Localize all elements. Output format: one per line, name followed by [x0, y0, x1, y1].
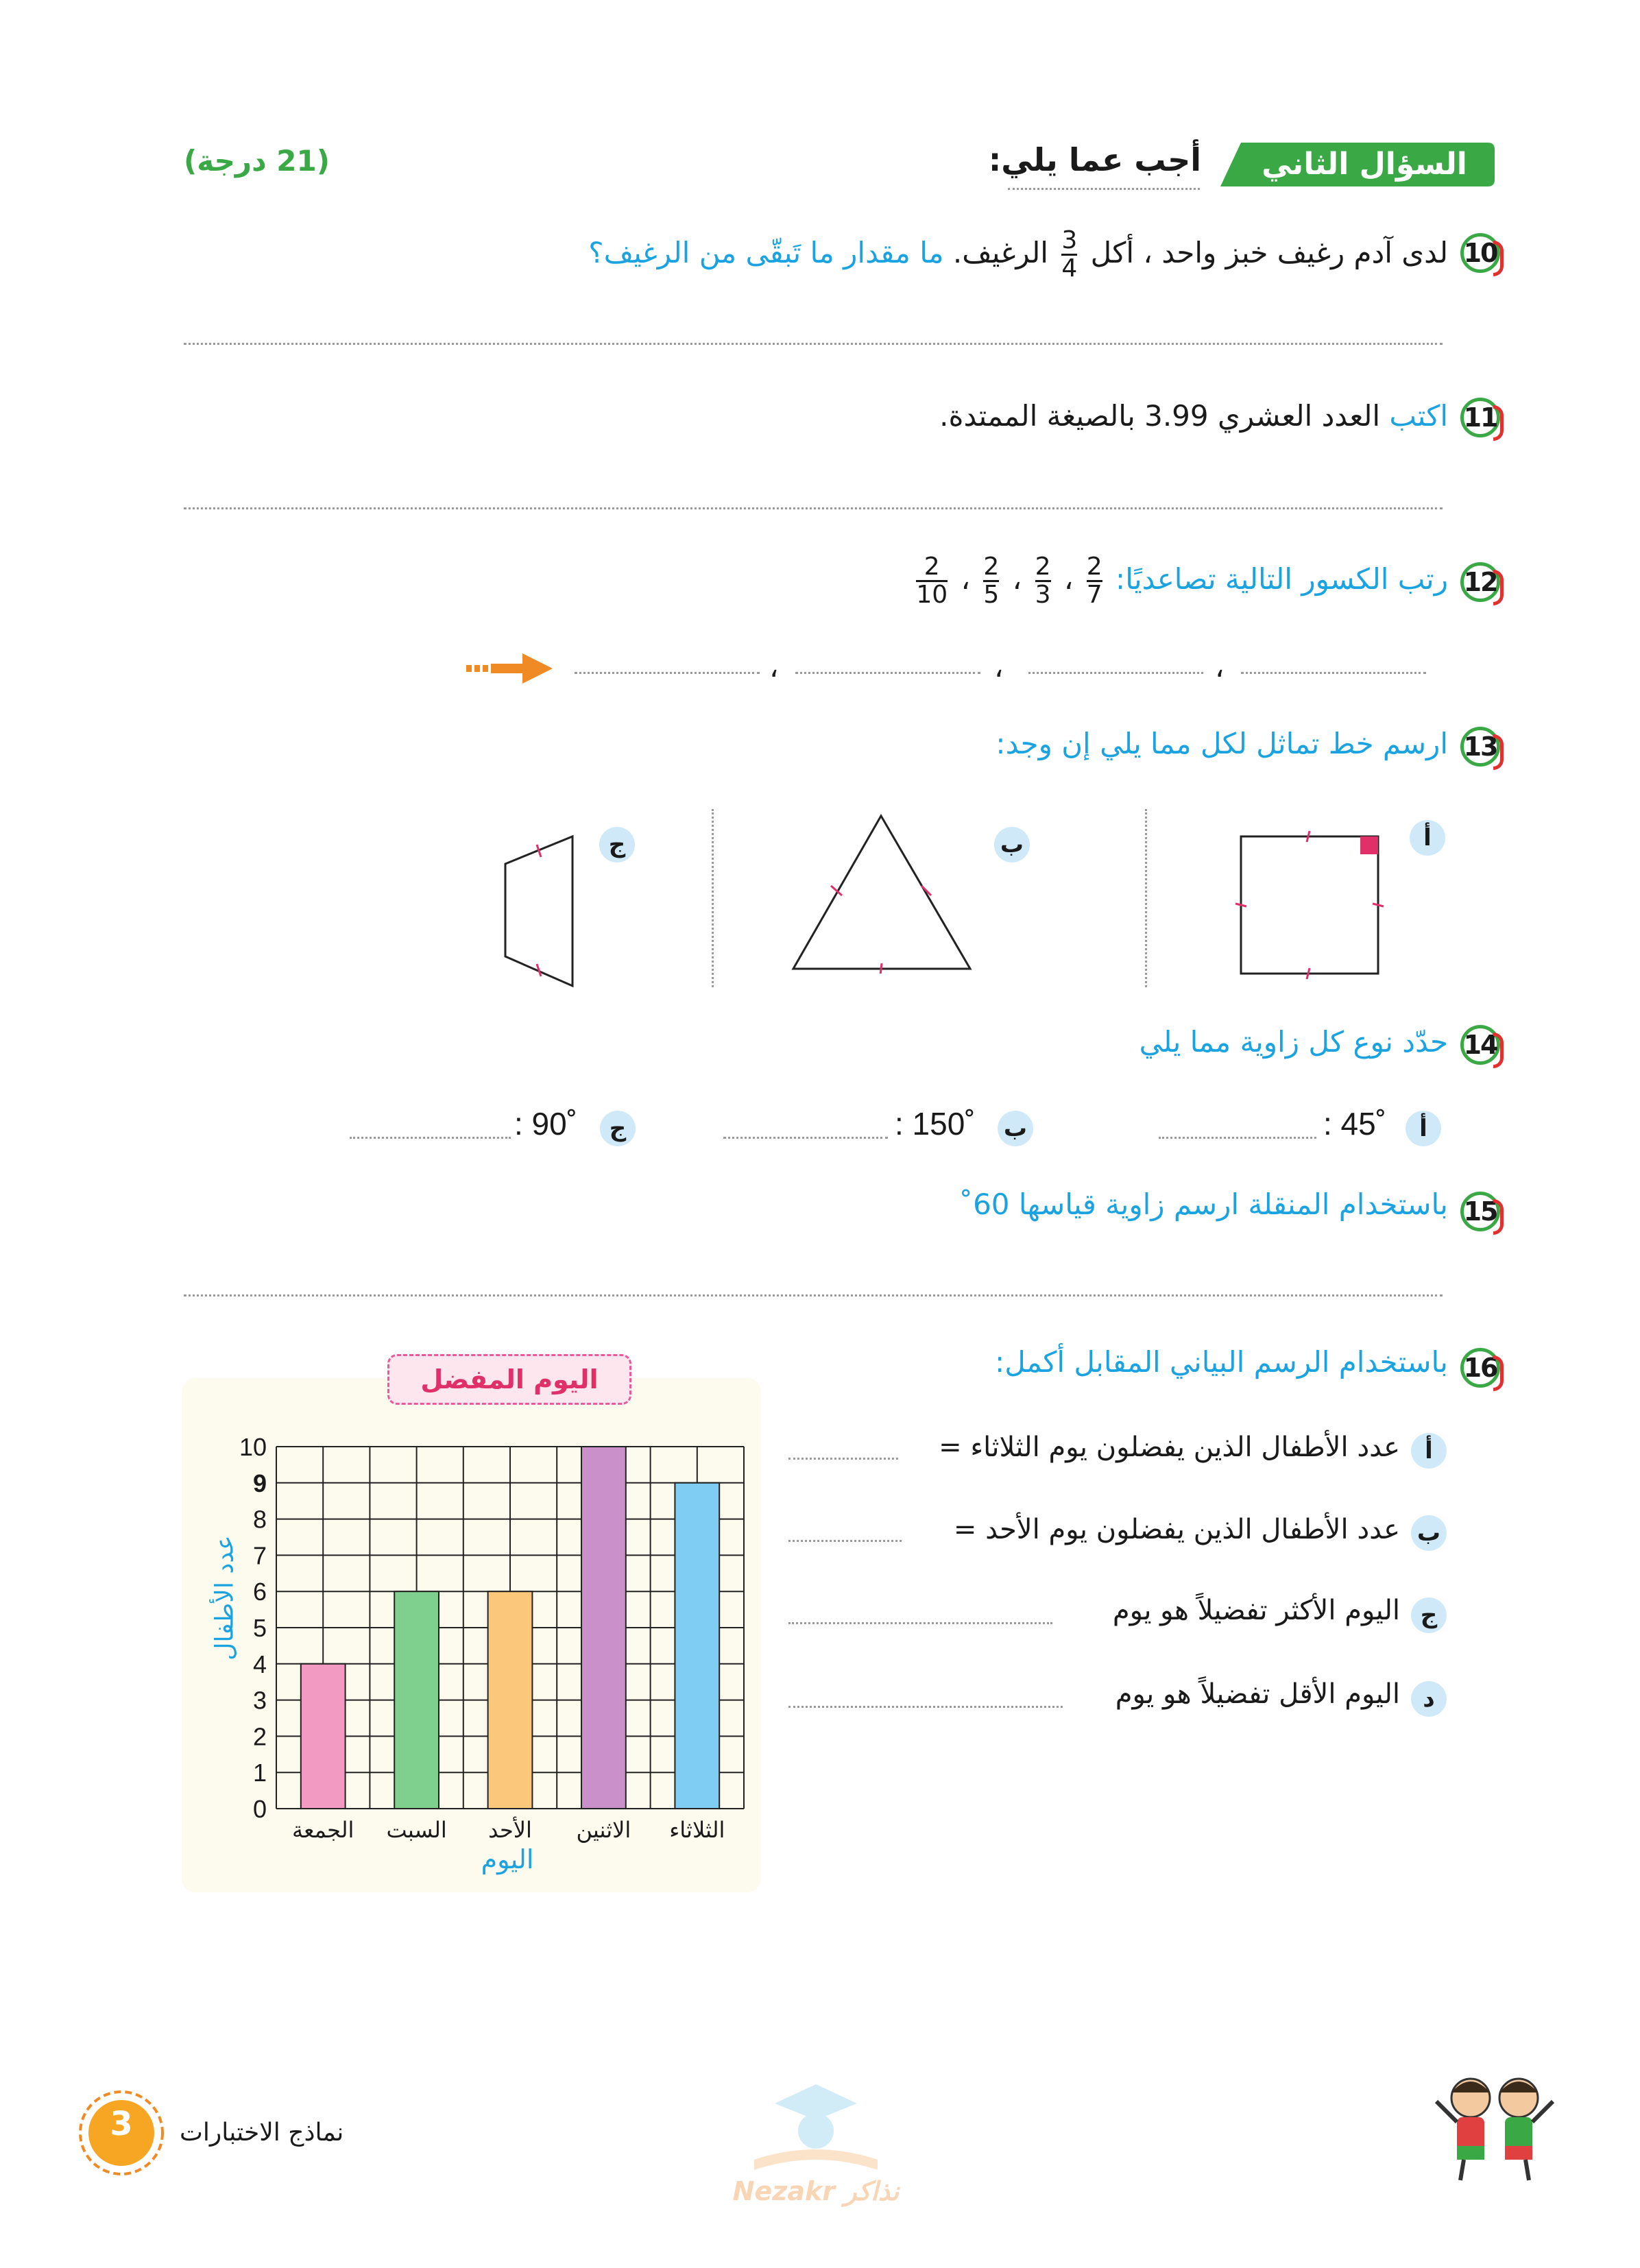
y-tick-label: 3: [252, 1686, 267, 1715]
q13-number: 13: [1460, 727, 1500, 767]
q12-blank-1[interactable]: [1241, 672, 1426, 674]
section-title: السؤال الثاني: [1262, 147, 1467, 182]
watermark-text: Nezakr نذاكر: [732, 2176, 900, 2206]
graduate-icon: [713, 2077, 919, 2173]
separator-2: [712, 809, 714, 987]
y-tick-label: 0: [252, 1795, 267, 1823]
q15-number: 15: [1460, 1192, 1500, 1231]
angle-value-a: : 45˚: [1323, 1106, 1387, 1142]
q12-fraction-1: $\frac{2}{7}$: [1086, 553, 1102, 609]
x-tick-label: الجمعة: [292, 1817, 354, 1843]
q12-text: [912, 554, 1448, 608]
q10-answer-line[interactable]: [184, 343, 1443, 345]
q16-label-b: ب: [1411, 1515, 1447, 1551]
q11-answer-line[interactable]: [184, 507, 1443, 509]
instruction-underline: [1008, 188, 1200, 190]
arrow-right-icon: [466, 648, 555, 689]
q15-text: باستخدام المنقلة ارسم زاوية قياسها 60˚: [958, 1187, 1448, 1221]
q12-fraction-4: $\frac{2}{10}$: [916, 553, 948, 609]
q10-fraction-num: 3: [1061, 226, 1078, 254]
q12-blank-4[interactable]: [575, 672, 760, 674]
y-tick-label: 9: [252, 1469, 267, 1497]
x-tick-label: الأحد: [488, 1817, 532, 1843]
angle-answer-c[interactable]: [350, 1137, 511, 1139]
q16-item-a: عدد الأطفال الذين يفضلون يوم الثلاثاء =: [939, 1432, 1400, 1463]
q16-answer-d[interactable]: [788, 1706, 1063, 1708]
q16-item-b: عدد الأطفال الذين يفضلون يوم الأحد =: [953, 1514, 1400, 1545]
angle-label-c: ج: [600, 1111, 636, 1146]
angle-answer-a[interactable]: [1159, 1137, 1316, 1139]
q10-number: 10: [1460, 233, 1500, 273]
q16-answer-c[interactable]: [788, 1622, 1052, 1624]
q16-answer-b[interactable]: [788, 1540, 902, 1542]
angle-answer-b[interactable]: [723, 1137, 888, 1139]
y-tick-label: 6: [252, 1578, 267, 1606]
bar-chart: [182, 1378, 761, 1892]
q11-text: [939, 399, 1448, 433]
score-badge: (21 درجة): [184, 144, 330, 178]
y-tick-label: 8: [252, 1505, 267, 1534]
q12-fraction-3: $\frac{2}{5}$: [983, 553, 1000, 609]
q16-label-c: ج: [1411, 1597, 1447, 1633]
comma: ،: [769, 650, 779, 684]
x-tick-label: الاثنين: [576, 1817, 631, 1843]
q12-blank-3[interactable]: [795, 672, 980, 674]
bar-1: [301, 1664, 346, 1809]
y-tick-label: 4: [252, 1650, 267, 1678]
q16-text: باستخدام الرسم البياني المقابل أكمل:: [995, 1345, 1448, 1379]
angle-label-b: ب: [998, 1111, 1033, 1146]
angle-value-c: : 90˚: [514, 1106, 578, 1142]
shape-label-c: ج: [599, 827, 635, 862]
bar-2: [394, 1591, 439, 1809]
comma: ،: [1012, 562, 1022, 596]
bar-5: [675, 1483, 719, 1809]
q16-number: 16: [1460, 1348, 1500, 1388]
y-tick-label: 1: [252, 1759, 267, 1787]
page-number: 3: [110, 2105, 133, 2143]
comma: ،: [1215, 650, 1225, 684]
kids-cartoon-icon: [1426, 2064, 1563, 2187]
q10-question: ما مقدار ما تَبقّى من الرغيف؟: [588, 235, 944, 269]
shape-label-b: ب: [994, 827, 1030, 862]
shape-label-a: أ: [1410, 820, 1445, 856]
chart-ylabel: عدد الأطفال: [210, 1535, 239, 1661]
y-tick-label: 5: [252, 1614, 267, 1642]
comma: ،: [961, 562, 971, 596]
q12-fraction-2: $\frac{2}{3}$: [1035, 553, 1051, 609]
q13-text: ارسم خط تماثل لكل مما يلي إن وجد:: [996, 727, 1448, 760]
q11-body: العدد العشري 3.99 بالصيغة الممتدة.: [939, 399, 1381, 433]
angle-label-a: أ: [1406, 1111, 1441, 1146]
q12-blank-2[interactable]: [1028, 672, 1203, 674]
y-tick-label: 10: [239, 1433, 267, 1461]
x-tick-label: السبت: [386, 1817, 447, 1843]
book-title: نماذج الاختبارات: [180, 2119, 344, 2147]
y-tick-label: 7: [252, 1541, 267, 1570]
bar-3: [488, 1591, 533, 1809]
instruction-text: أجب عما يلي:: [988, 141, 1201, 178]
q16-label-a: أ: [1411, 1433, 1447, 1469]
q10-text: [588, 228, 1448, 282]
triangle-shape[interactable]: [788, 809, 980, 974]
trapezoid-shape[interactable]: [497, 830, 579, 994]
q16-item-c: اليوم الأكثر تفضيلاً هو يوم: [1112, 1595, 1400, 1626]
q10-fraction: [1061, 228, 1077, 282]
q11-number: 11: [1460, 398, 1500, 437]
q10-text-b: الرغيف.: [952, 235, 1048, 269]
comma: ،: [1063, 562, 1074, 596]
q10-fraction-den: 4: [1061, 254, 1078, 282]
watermark-logo: [713, 2077, 919, 2215]
q11-verb: اكتب: [1389, 399, 1448, 433]
q16-label-d: د: [1411, 1681, 1447, 1717]
y-tick-label: 2: [252, 1722, 267, 1751]
comma: ،: [994, 650, 1004, 684]
q15-answer-line[interactable]: [184, 1294, 1443, 1296]
q16-item-d: اليوم الأقل تفضيلاً هو يوم: [1115, 1678, 1400, 1710]
q10-text-a: لدى آدم رغيف خبز واحد ، أكل: [1090, 235, 1448, 269]
q12-number: 12: [1460, 562, 1500, 602]
x-tick-label: الثلاثاء: [669, 1817, 725, 1843]
separator-1: [1145, 809, 1147, 987]
square-shape[interactable]: [1234, 830, 1385, 980]
section-header: [1214, 137, 1496, 192]
chart-title: اليوم المفضل: [420, 1364, 599, 1395]
angle-value-b: : 150˚: [895, 1106, 976, 1142]
q14-text: حدّد نوع كل زاوية مما يلي: [1139, 1025, 1448, 1059]
q16-answer-a[interactable]: [788, 1458, 898, 1460]
q12-body: رتب الكسور التالية تصاعديًا:: [1116, 562, 1448, 596]
q14-number: 14: [1460, 1025, 1500, 1065]
chart-xlabel: اليوم: [481, 1844, 534, 1874]
bar-4: [581, 1447, 626, 1809]
